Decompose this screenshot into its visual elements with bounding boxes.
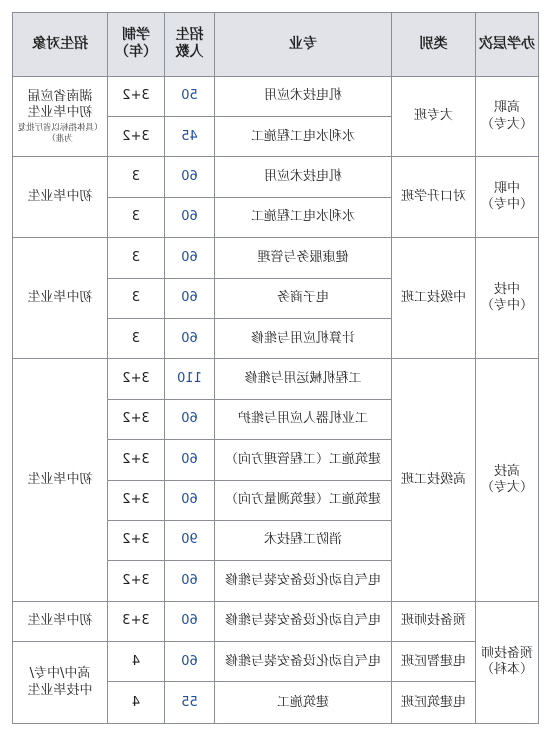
years-cell: 3 — [108, 157, 165, 197]
level-text: 预备技师 — [481, 646, 534, 662]
level-subtext: （本科） — [481, 662, 534, 678]
level-subtext: （中专） — [481, 197, 534, 213]
major-cell: 机电技术应用 — [215, 157, 392, 197]
header-years-line1: 学制 — [122, 26, 150, 43]
major-cell: 工业机器人应用与维护 — [215, 399, 392, 439]
count-cell: 60 — [165, 480, 215, 520]
header-count-line1: 招生 — [175, 26, 204, 43]
category-cell: 中级技工班 — [392, 238, 476, 359]
count-cell: 60 — [165, 238, 215, 278]
count-cell: 60 — [165, 642, 215, 682]
level-text: 中职 — [494, 181, 521, 197]
major-cell: 电气自动化设备安装与维修 — [215, 642, 392, 682]
target-text: 中技毕业生 — [27, 682, 93, 698]
years-cell: 3 — [108, 318, 165, 358]
header-years-line2: （年） — [115, 44, 157, 61]
years-cell: 3+2 — [108, 117, 165, 157]
years-cell: 3+2 — [108, 480, 165, 520]
header-category: 类别 — [392, 13, 476, 77]
level-text: 中技 — [494, 282, 521, 298]
category-cell: 预备技师班 — [392, 601, 476, 641]
count-cell: 50 — [165, 76, 215, 116]
major-cell: 电气自动化设备安装与维修 — [215, 561, 392, 601]
count-cell: 90 — [165, 520, 215, 560]
table-row — [13, 642, 539, 682]
major-cell: 水利水电工程施工 — [215, 197, 392, 237]
count-cell: 110 — [165, 359, 215, 399]
target-cell: 初中毕业生 — [13, 238, 108, 359]
major-cell: 建筑施工（工程管理方向） — [215, 440, 392, 480]
major-cell: 电子商务 — [215, 278, 392, 318]
table-row — [13, 76, 539, 116]
target-text: 初中毕业生 — [27, 104, 93, 120]
target-text: 湖南省应届 — [27, 88, 93, 104]
years-cell: 3+2 — [108, 399, 165, 439]
target-cell — [13, 76, 108, 157]
table-row — [13, 601, 539, 641]
years-cell: 4 — [108, 642, 165, 682]
major-cell: 水利水电工程施工 — [215, 117, 392, 157]
level-subtext: （大专） — [481, 116, 534, 132]
count-cell: 60 — [165, 197, 215, 237]
major-cell: 计算机应用与维修 — [215, 318, 392, 358]
years-cell: 3+2 — [108, 520, 165, 560]
years-cell: 4 — [108, 682, 165, 724]
level-cell — [476, 601, 539, 723]
level-subtext: （中专） — [481, 298, 534, 314]
enrollment-table — [12, 12, 539, 724]
header-target: 招生对象 — [13, 13, 108, 77]
target-cell: 初中毕业生 — [13, 359, 108, 601]
count-cell: 60 — [165, 399, 215, 439]
level-cell — [476, 157, 539, 238]
years-cell: 3 — [108, 197, 165, 237]
level-subtext: （大专） — [481, 480, 534, 496]
header-row — [13, 13, 539, 77]
level-text: 高职 — [494, 100, 521, 116]
category-cell: 电建筑匠班 — [392, 682, 476, 724]
level-cell — [476, 359, 539, 601]
category-cell: 高级技工班 — [392, 359, 476, 601]
level-cell — [476, 238, 539, 359]
target-cell — [13, 642, 108, 724]
years-cell: 3 — [108, 238, 165, 278]
table-row — [13, 238, 539, 278]
category-cell: 电建智匠班 — [392, 642, 476, 682]
years-cell: 3+2 — [108, 440, 165, 480]
count-cell: 45 — [165, 117, 215, 157]
header-count — [165, 13, 215, 77]
major-cell: 建筑施工（建筑测量方向） — [215, 480, 392, 520]
years-cell: 3+2 — [108, 76, 165, 116]
count-cell: 55 — [165, 682, 215, 724]
count-cell: 60 — [165, 278, 215, 318]
major-cell: 电气自动化设备安装与维修 — [215, 601, 392, 641]
count-cell: 60 — [165, 601, 215, 641]
target-cell: 初中毕业生 — [13, 601, 108, 641]
header-major: 专业 — [215, 13, 392, 77]
count-cell: 60 — [165, 440, 215, 480]
category-cell: 大专班 — [392, 76, 476, 157]
count-cell: 60 — [165, 561, 215, 601]
category-cell: 对口升学班 — [392, 157, 476, 238]
years-cell: 3 — [108, 278, 165, 318]
major-cell: 机电技术应用 — [215, 76, 392, 116]
count-cell: 60 — [165, 157, 215, 197]
header-count-line2: 人数 — [175, 44, 204, 61]
target-text: 高中/中专/ — [29, 666, 91, 682]
header-level: 办学层次 — [476, 13, 539, 77]
years-cell: 3+2 — [108, 561, 165, 601]
years-cell: 3+2 — [108, 359, 165, 399]
target-cell: 初中毕业生 — [13, 157, 108, 238]
level-text: 高技 — [494, 463, 521, 479]
major-cell: 消防工程技术 — [215, 520, 392, 560]
major-cell: 建筑施工 — [215, 682, 392, 724]
major-cell: 健康服务与管理 — [215, 238, 392, 278]
table-row — [13, 359, 539, 399]
table-row — [13, 157, 539, 197]
level-cell — [476, 76, 539, 157]
years-cell: 3+3 — [108, 601, 165, 641]
major-cell: 工程机械运用与维修 — [215, 359, 392, 399]
header-years — [108, 13, 165, 77]
count-cell: 60 — [165, 318, 215, 358]
target-note: （具体指标以省厅批复为准） — [17, 123, 103, 144]
